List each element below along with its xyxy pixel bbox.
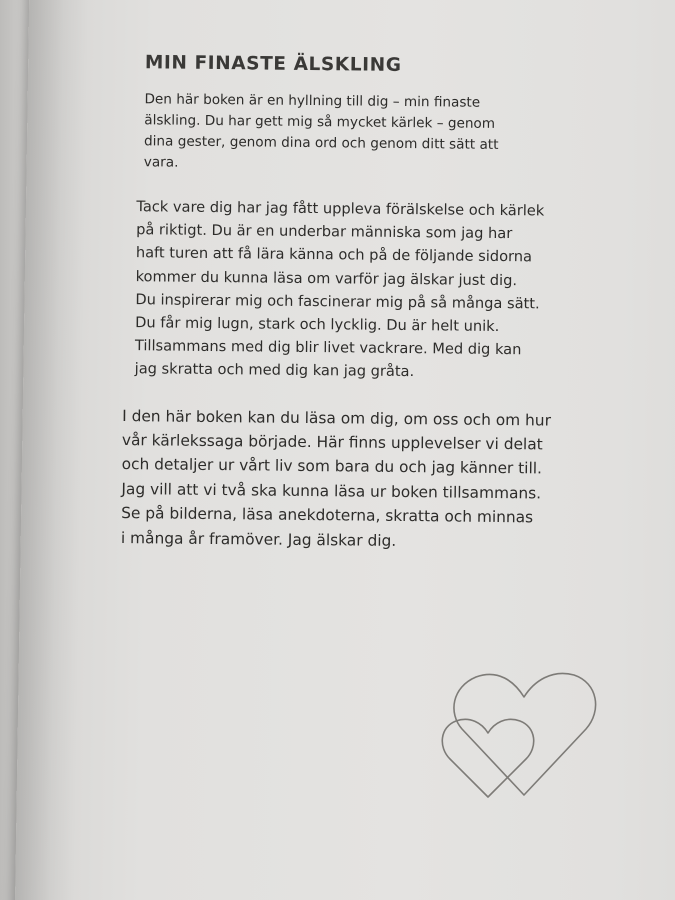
paragraph-3: I den här boken kan du läsa om dig, om oss och om hur vår kärlekssaga började. Här finns upplevelser vi delat och detaljer ur vårt liv som bara du och jag känner till. Jag vill att vi två ska kunna läsa ur boken tillsammans. Se på bilderna, läsa anekdoterna, skratta och minnas i många år framöver. Jag älskar dig. [120, 406, 552, 550]
paragraph-1: Den här boken är en hyllning till dig – min finaste älskling. Du har gett mig så mycket kärlek – genom dina gester, genom dina ord och genom ditt sätt att vara. [143, 91, 499, 171]
page-content [115, 52, 590, 555]
page-title: MIN FINASTE ÄLSKLING [144, 52, 402, 76]
paragraph-2: Tack vare dig har jag fått uppleva förälskelse och kärlek på riktigt. Du är en underbar människa som jag har haft turen att få lära känna och på de följande sidorna kommer du kunna läsa om varför jag älskar just dig. Du inspirerar mig och fascinerar mig på så många sätt. Du får mig lugn, stark och lycklig. Du är helt unik. Tillsammans med dig blir livet vackrare. Med dig kan jag skratta och med dig kan jag gråta. [134, 198, 545, 381]
large-heart-outline [454, 673, 596, 795]
small-heart-outline [442, 719, 533, 797]
two-hearts-outline-icon [438, 665, 598, 805]
